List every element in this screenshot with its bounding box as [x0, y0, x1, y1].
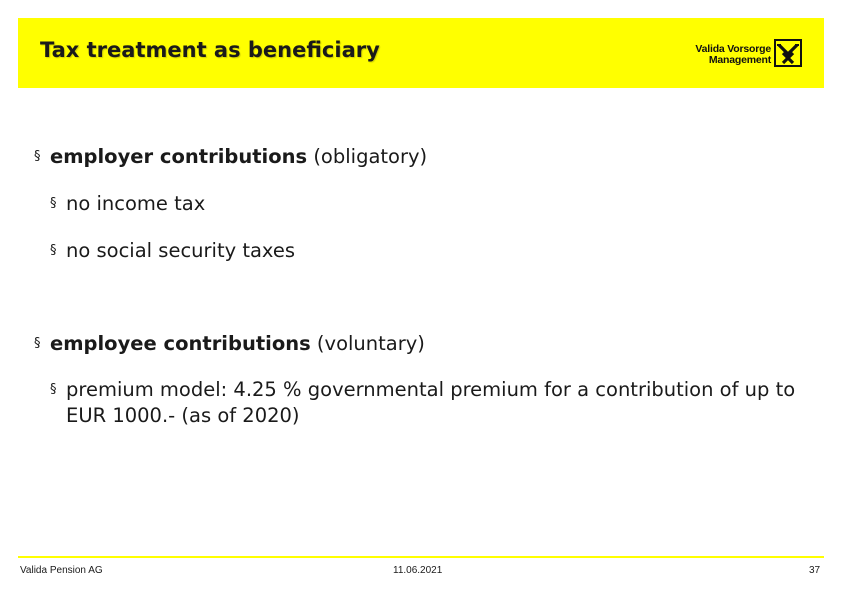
logo-line-1: Valida Vorsorge	[695, 43, 771, 55]
bullet-glyph: §	[50, 196, 57, 211]
footer-divider	[18, 556, 824, 558]
list-item-text: premium model: 4.25 % governmental premium for a contribution of up to EUR 1000.- (as of 2020)	[66, 378, 796, 427]
section-heading-qualifier: (obligatory)	[307, 145, 428, 168]
bullet-glyph: §	[50, 382, 57, 397]
list-item	[50, 191, 206, 217]
bullet-glyph: §	[50, 243, 57, 258]
section-employee-heading	[34, 331, 425, 357]
bullet-glyph: §	[34, 336, 41, 351]
section-heading-bold: employee contributions	[50, 332, 311, 355]
bullet-glyph: §	[34, 149, 41, 164]
footer-company: Valida Pension AG	[20, 565, 103, 576]
logo-wordmark	[683, 44, 771, 66]
list-item-text: no social security taxes	[66, 239, 296, 262]
header-band	[18, 18, 824, 88]
company-logo	[683, 39, 803, 69]
section-employer-heading	[34, 144, 428, 170]
footer-page-number: 37	[809, 565, 821, 576]
section-heading-bold: employer contributions	[50, 145, 308, 168]
footer-date: 11.06.2021	[393, 565, 443, 576]
section-heading-qualifier: (voluntary)	[310, 332, 425, 355]
list-item-text: no income tax	[66, 192, 206, 215]
list-item	[50, 377, 826, 429]
logo-line-2: Management	[708, 54, 771, 66]
raiffeisen-gable-cross-icon	[774, 39, 802, 67]
slide-title: Tax treatment as beneficiary	[40, 38, 380, 62]
list-item	[50, 238, 296, 264]
